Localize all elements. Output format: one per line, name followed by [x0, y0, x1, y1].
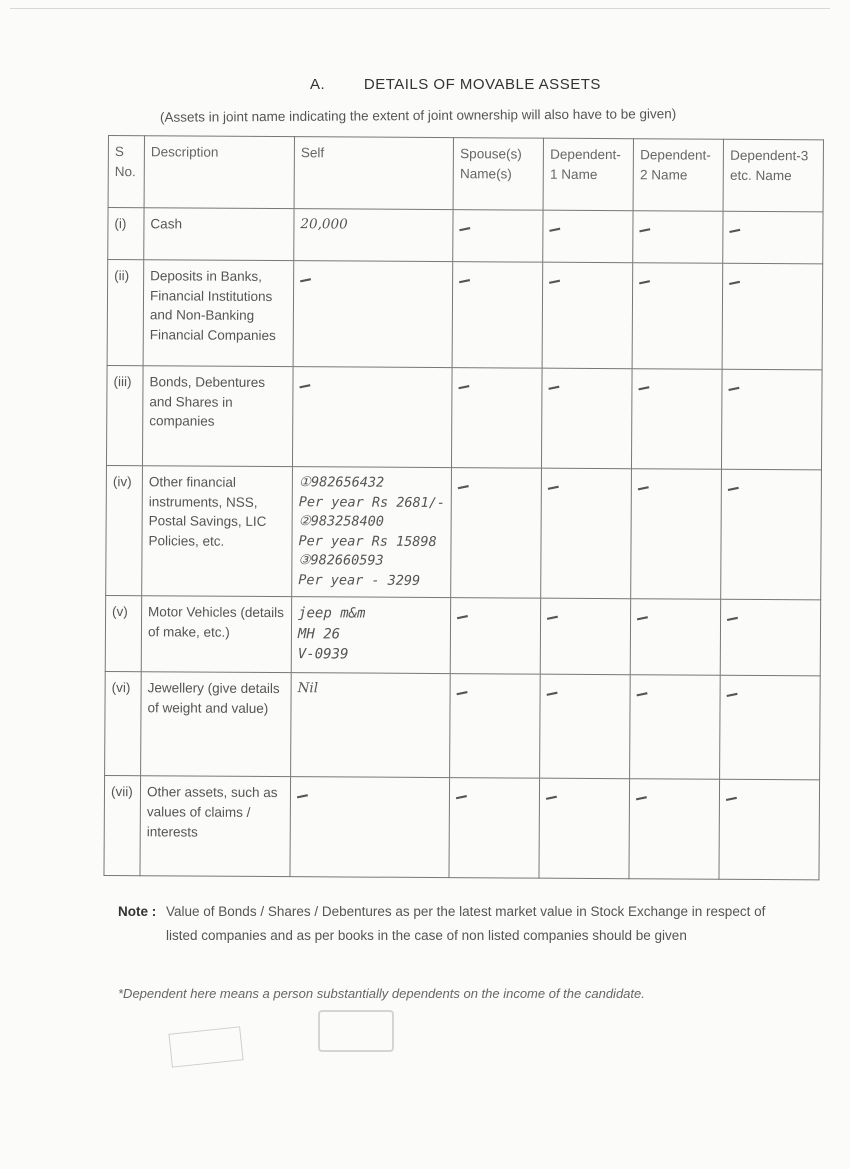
row-description: Deposits in Banks, Financial Institutions and Non-Banking Financial Companies: [143, 260, 294, 367]
row-self-value: Nil: [291, 673, 451, 778]
column-header-self: Self: [294, 137, 454, 210]
row-self-value: —: [297, 374, 313, 398]
policy-1-number: ①982656432: [298, 474, 385, 491]
vehicle-make: jeep m&m: [298, 605, 366, 622]
row-dep3-value: —: [725, 607, 741, 631]
row-self-value: —: [294, 784, 310, 808]
row-dep2-value: —: [634, 786, 650, 810]
table-row: [105, 596, 821, 676]
row-description: Cash: [144, 208, 294, 261]
faded-stamp-box: [318, 1010, 394, 1052]
section-title: DETAILS OF MOVABLE ASSETS: [363, 76, 601, 93]
row-dep3-value: —: [724, 787, 740, 811]
row-spouse-value: —: [455, 605, 471, 629]
row-spouse-value: —: [457, 217, 473, 241]
row-dep3-value: —: [727, 270, 743, 294]
table-header-row: [108, 136, 824, 212]
row-description: Other financial instruments, NSS, Postal Savings, LIC Policies, etc.: [142, 466, 293, 597]
row-description: Motor Vehicles (details of make, etc.): [141, 596, 291, 673]
row-self-value: 20,000: [294, 209, 454, 262]
faded-stamp: [168, 1026, 243, 1067]
row-self-value: [291, 597, 451, 674]
column-header-spouse: Spouse(s) Name(s): [453, 138, 543, 211]
section-heading: [310, 76, 601, 93]
row-dep1-value: —: [544, 682, 560, 705]
vehicle-registration-number: V-0939: [297, 646, 349, 663]
scan-edge: [10, 8, 830, 9]
policy-2-number: ②983258400: [298, 513, 384, 530]
row-dep3-value: —: [726, 376, 742, 400]
column-header-dependent-2: Dependent-2 Name: [633, 139, 723, 212]
note-label: Note :: [118, 904, 157, 919]
row-sno: (i): [108, 208, 144, 260]
row-dep1-value: —: [546, 375, 562, 399]
row-dep3-value: —: [726, 476, 741, 500]
section-subheading: (Assets in joint name indicating the extent of joint ownership will also have to be given): [159, 106, 677, 125]
movable-assets-table: [103, 135, 824, 881]
row-self-value: —: [297, 268, 313, 292]
column-header-dependent-3: Dependent-3 etc. Name: [723, 139, 823, 212]
row-dep2-value: —: [637, 218, 653, 242]
table-row: [106, 465, 822, 600]
row-sno: (vi): [105, 672, 142, 776]
table-row: [105, 672, 821, 780]
row-spouse-value: —: [454, 681, 470, 705]
row-dep1-value: —: [547, 269, 563, 293]
column-header-dependent-1: Dependent-1 Name: [543, 138, 633, 211]
row-spouse-value: —: [457, 269, 473, 293]
row-sno: (iv): [106, 465, 143, 596]
column-header-sno: S No.: [108, 136, 144, 208]
policy-3-premium: Per year - 3299: [298, 571, 421, 589]
note-text: Value of Bonds / Shares / Debentures as per the latest market value in Stock Exchange in respect of listed companies and as per books in the case of non listed companies should be given: [166, 904, 766, 943]
row-sno: (ii): [107, 260, 144, 366]
row-dep1-value: —: [544, 786, 560, 809]
row-dep2-value: —: [636, 376, 652, 400]
table-row: [107, 260, 823, 370]
row-spouse-value: —: [456, 375, 472, 399]
dependent-footnote: *Dependent here means a person substantially dependents on the income of the candidate.: [118, 986, 645, 1001]
policy-2-premium: Per year Rs 15898: [298, 532, 437, 550]
row-sno: (v): [105, 596, 141, 672]
row-dep3-value: —: [724, 683, 740, 707]
row-description: Jewellery (give details of weight and value): [141, 672, 292, 777]
row-dep1-value: —: [545, 606, 561, 629]
note: [118, 900, 768, 947]
table-row: [106, 365, 822, 469]
row-spouse-value: —: [456, 475, 471, 499]
row-dep2-value: —: [634, 682, 650, 706]
policy-1-premium: Per year Rs 2681/-: [298, 493, 446, 511]
row-description: Bonds, Debentures and Shares in companies: [142, 366, 293, 467]
table-row: [108, 208, 824, 264]
row-spouse-value: —: [454, 785, 470, 809]
row-sno: (iii): [106, 365, 143, 465]
row-description: Other assets, such as values of claims / interests: [140, 776, 291, 877]
table-row: [104, 776, 820, 880]
row-dep2-value: —: [637, 270, 653, 294]
row-dep3-value: —: [727, 218, 743, 242]
column-header-description: Description: [144, 136, 294, 209]
row-self-value: [292, 467, 452, 598]
row-dep1-value: —: [547, 217, 563, 241]
row-sno: (vii): [104, 776, 141, 876]
section-number: A.: [310, 76, 326, 93]
policy-3-number: ③982660593: [298, 552, 384, 569]
vehicle-registration-state: MH 26: [297, 625, 341, 643]
row-dep2-value: —: [636, 476, 651, 500]
row-dep1-value: —: [546, 475, 561, 499]
row-dep2-value: —: [635, 606, 651, 630]
